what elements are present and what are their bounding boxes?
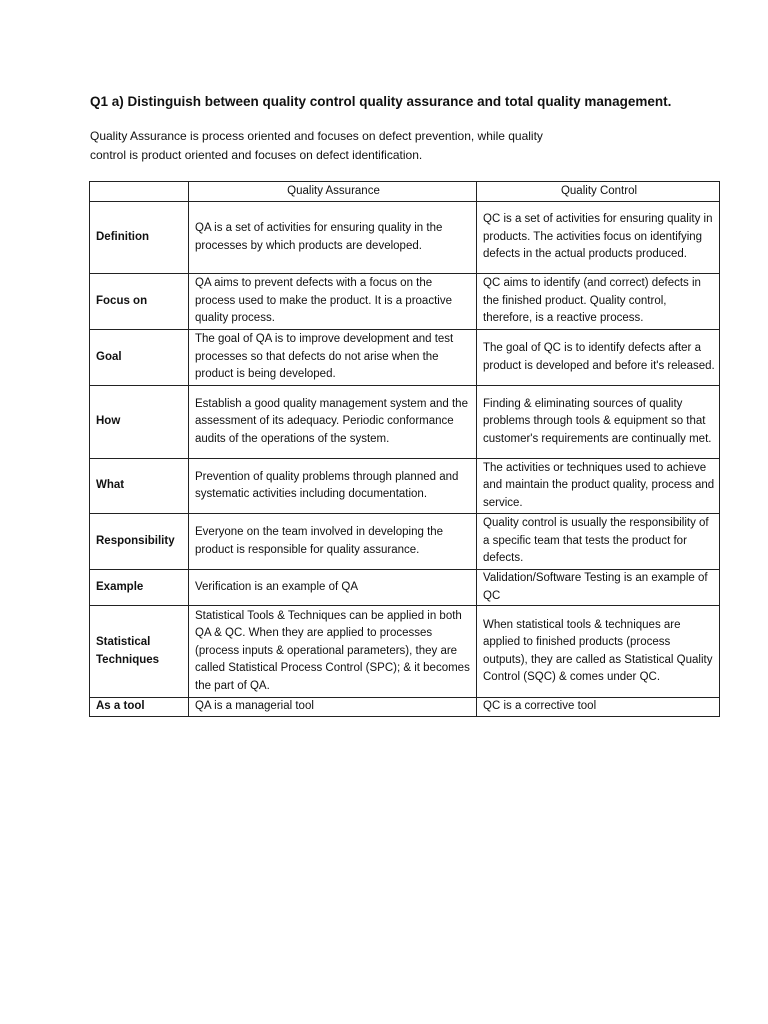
row-label: Definition xyxy=(90,202,189,274)
table-header-row xyxy=(90,182,720,202)
qa-cell: Statistical Tools & Techniques can be applied in both QA & QC. When they are applied to processes (process inputs & operational parameters), they are called Statistical Process Control (SPC); & it becomes the part of QA. xyxy=(189,606,477,698)
table-row xyxy=(90,202,720,274)
qc-cell: QC is a corrective tool xyxy=(477,698,720,717)
row-label: What xyxy=(90,459,189,514)
table-row xyxy=(90,514,720,570)
qa-cell: QA is a set of activities for ensuring quality in the processes by which products are developed. xyxy=(189,202,477,274)
qc-cell: When statistical tools & techniques are applied to finished products (process outputs), they are called as Statistical Quality Control (SQC) & comes under QC. xyxy=(477,606,720,698)
row-label: Focus on xyxy=(90,274,189,330)
table-row xyxy=(90,386,720,459)
qc-cell: The activities or techniques used to achieve and maintain the product quality, process and service. xyxy=(477,459,720,514)
intro-line: control is product oriented and focuses on defect identification. xyxy=(90,148,423,162)
intro-paragraph xyxy=(90,127,650,165)
table-row xyxy=(90,606,720,698)
question-heading: Q1 a) Distinguish between quality control quality assurance and total quality management. xyxy=(90,94,672,109)
qa-cell: Prevention of quality problems through planned and systematic activities including documentation. xyxy=(189,459,477,514)
row-label: Example xyxy=(90,570,189,606)
row-label: How xyxy=(90,386,189,459)
qa-cell: Establish a good quality management system and the assessment of its adequacy. Periodic conformance audits of the operations of the system. xyxy=(189,386,477,459)
row-label: Goal xyxy=(90,330,189,386)
qc-cell: QC is a set of activities for ensuring quality in products. The activities focus on identifying defects in the actual products produced. xyxy=(477,202,720,274)
qc-cell: Validation/Software Testing is an example of QC xyxy=(477,570,720,606)
row-label: Responsibility xyxy=(90,514,189,570)
comparison-table xyxy=(89,181,720,717)
qc-cell: QC aims to identify (and correct) defects in the finished product. Quality control, therefore, is a reactive process. xyxy=(477,274,720,330)
header-cell-quality-assurance: Quality Assurance xyxy=(189,182,477,202)
qa-cell: Verification is an example of QA xyxy=(189,570,477,606)
table-row xyxy=(90,274,720,330)
table-row xyxy=(90,698,720,717)
intro-line: Quality Assurance is process oriented and focuses on defect prevention, while quality xyxy=(90,129,543,143)
header-cell-quality-control: Quality Control xyxy=(477,182,720,202)
qa-cell: QA aims to prevent defects with a focus on the process used to make the product. It is a proactive quality process. xyxy=(189,274,477,330)
qa-cell: Everyone on the team involved in developing the product is responsible for quality assurance. xyxy=(189,514,477,570)
table-row xyxy=(90,570,720,606)
header-cell-empty xyxy=(90,182,189,202)
qa-cell: QA is a managerial tool xyxy=(189,698,477,717)
qc-cell: Quality control is usually the responsibility of a specific team that tests the product for defects. xyxy=(477,514,720,570)
qa-cell: The goal of QA is to improve development and test processes so that defects do not arise when the product is being developed. xyxy=(189,330,477,386)
table-row xyxy=(90,459,720,514)
qc-cell: Finding & eliminating sources of quality problems through tools & equipment so that customer's requirements are continually met. xyxy=(477,386,720,459)
qc-cell: The goal of QC is to identify defects after a product is developed and before it's released. xyxy=(477,330,720,386)
row-label: Statistical Techniques xyxy=(90,606,189,698)
row-label: As a tool xyxy=(90,698,189,717)
table-row xyxy=(90,330,720,386)
